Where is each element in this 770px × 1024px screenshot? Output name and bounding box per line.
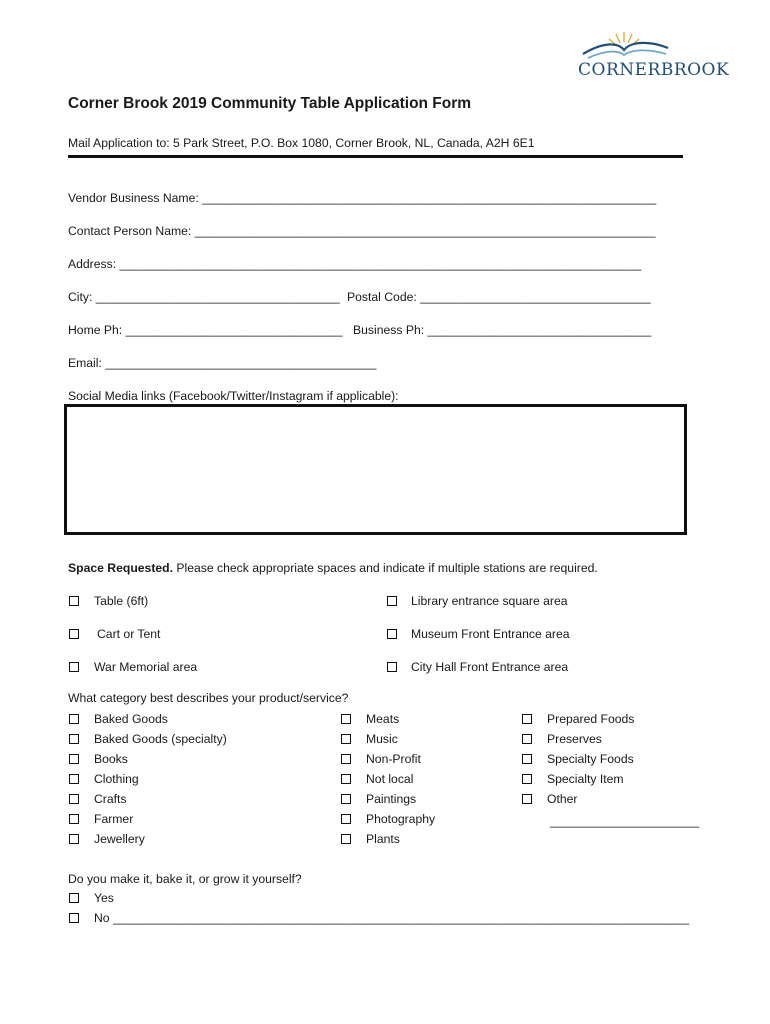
contact-person-name-field[interactable]: Contact Person Name: ____________________________________________________________________ [68, 224, 656, 238]
checkbox-no[interactable] [69, 913, 79, 923]
option-war-memorial: War Memorial area [94, 660, 198, 674]
category-plants: Plants [366, 832, 400, 846]
category-baked-goods: Baked Goods [94, 712, 168, 726]
logo-wordmark: CORNERBROOK [578, 60, 730, 80]
category-non-profit: Non-Profit [366, 752, 421, 766]
city-field[interactable]: City: ____________________________________ [68, 290, 340, 304]
category-prepared-foods: Prepared Foods [547, 712, 635, 726]
email-field[interactable]: Email: ________________________________________ [68, 356, 377, 370]
category-clothing: Clothing [94, 772, 139, 786]
answer-no-field[interactable]: No _____________________________________________________________________________________ [94, 911, 690, 925]
checkbox-city-hall[interactable] [387, 662, 397, 672]
business-phone-field[interactable]: Business Ph: _________________________________ [353, 323, 652, 337]
checkbox-prepared-foods[interactable] [522, 714, 532, 724]
category-paintings: Paintings [366, 792, 417, 806]
postal-code-field[interactable]: Postal Code: __________________________________ [347, 290, 651, 304]
category-books: Books [94, 752, 128, 766]
checkbox-baked-goods[interactable] [69, 714, 79, 724]
checkbox-farmer[interactable] [69, 814, 79, 824]
category-not-local: Not local [366, 772, 414, 786]
social-media-textbox[interactable] [64, 404, 687, 535]
checkbox-photography[interactable] [341, 814, 351, 824]
option-library: Library entrance square area [411, 594, 568, 608]
checkbox-crafts[interactable] [69, 794, 79, 804]
checkbox-specialty-item[interactable] [522, 774, 532, 784]
option-table: Table (6ft) [94, 594, 149, 608]
answer-yes: Yes [94, 891, 114, 905]
space-requested-label [68, 561, 598, 575]
category-question: What category best describes your product/service? [68, 691, 349, 705]
space-requested-instructions: Please check appropriate spaces and indicate if multiple stations are required. [173, 561, 598, 575]
checkbox-yes[interactable] [69, 893, 79, 903]
form-title: Corner Brook 2019 Community Table Application Form [68, 95, 472, 112]
checkbox-meats[interactable] [341, 714, 351, 724]
home-phone-field[interactable]: Home Ph: ________________________________ [68, 323, 343, 337]
make-it-question: Do you make it, bake it, or grow it yourself? [68, 872, 302, 886]
checkbox-clothing[interactable] [69, 774, 79, 784]
checkbox-table[interactable] [69, 596, 79, 606]
checkbox-not-local[interactable] [341, 774, 351, 784]
category-meats: Meats [366, 712, 400, 726]
checkbox-plants[interactable] [341, 834, 351, 844]
category-other: Other [547, 792, 578, 806]
checkbox-other[interactable] [522, 794, 532, 804]
checkbox-paintings[interactable] [341, 794, 351, 804]
checkbox-museum[interactable] [387, 629, 397, 639]
address-field[interactable]: Address: _____________________________________________________________________________ [68, 257, 642, 271]
option-city-hall: City Hall Front Entrance area [411, 660, 569, 674]
category-baked-goods-specialty: Baked Goods (specialty) [94, 732, 227, 746]
checkbox-cart[interactable] [69, 629, 79, 639]
social-media-label: Social Media links (Facebook/Twitter/Instagram if applicable): [68, 389, 399, 403]
category-preserves: Preserves [547, 732, 602, 746]
category-specialty-foods: Specialty Foods [547, 752, 634, 766]
category-jewellery: Jewellery [94, 832, 145, 846]
checkbox-music[interactable] [341, 734, 351, 744]
mail-address: Mail Application to: 5 Park Street, P.O. Box 1080, Corner Brook, NL, Canada, A2H 6E1 [68, 136, 535, 150]
category-photography: Photography [366, 812, 436, 826]
option-cart: Cart or Tent [97, 627, 161, 641]
checkbox-jewellery[interactable] [69, 834, 79, 844]
checkbox-specialty-foods[interactable] [522, 754, 532, 764]
category-music: Music [366, 732, 398, 746]
space-requested-heading: Space Requested. [68, 561, 173, 575]
category-farmer: Farmer [94, 812, 134, 826]
checkbox-library[interactable] [387, 596, 397, 606]
category-crafts: Crafts [94, 792, 127, 806]
header-divider [68, 155, 683, 158]
other-specify-field[interactable]: ______________________ [550, 814, 700, 828]
checkbox-baked-goods-specialty[interactable] [69, 734, 79, 744]
vendor-business-name-field[interactable]: Vendor Business Name: ___________________________________________________________________ [68, 191, 657, 205]
checkbox-books[interactable] [69, 754, 79, 764]
checkbox-preserves[interactable] [522, 734, 532, 744]
checkbox-non-profit[interactable] [341, 754, 351, 764]
option-museum: Museum Front Entrance area [411, 627, 570, 641]
category-specialty-item: Specialty Item [547, 772, 624, 786]
checkbox-war-memorial[interactable] [69, 662, 79, 672]
